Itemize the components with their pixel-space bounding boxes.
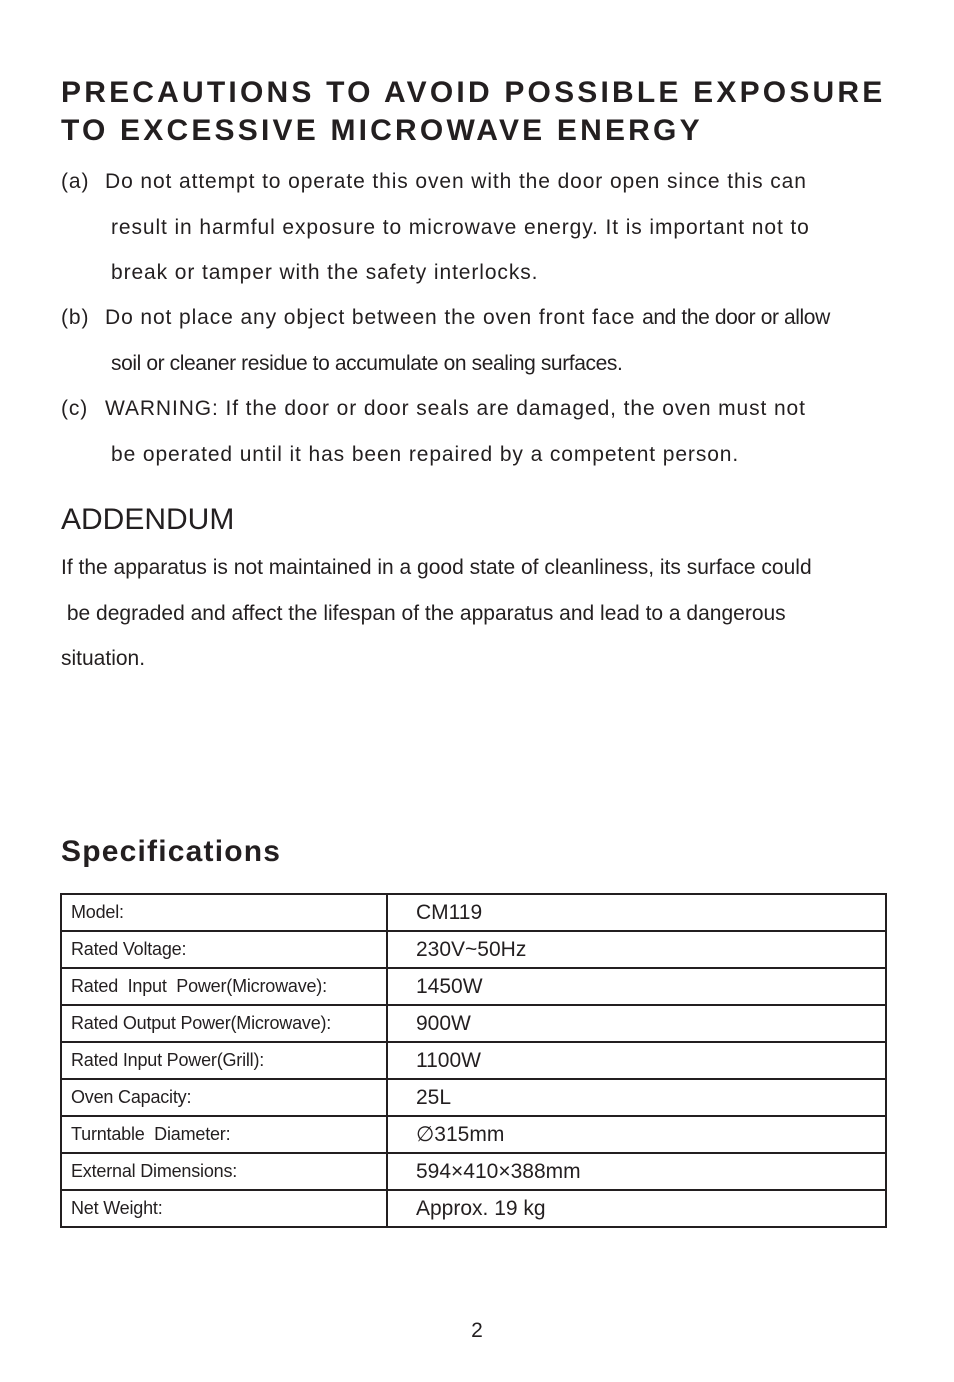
- spec-value: ∅315mm: [387, 1116, 886, 1153]
- spec-label: Oven Capacity:: [61, 1079, 387, 1116]
- spec-value: 1100W: [387, 1042, 886, 1079]
- item-text: soil or cleaner residue to accumulate on sealing surfaces.: [111, 351, 623, 375]
- precaution-item-a: [61, 170, 921, 307]
- spec-value: 594×410×388mm: [387, 1153, 886, 1190]
- specifications-title: Specifications: [61, 835, 282, 868]
- addendum-line: situation.: [61, 647, 146, 670]
- spec-value: 900W: [387, 1005, 886, 1042]
- item-tag: (b): [61, 306, 90, 329]
- item-text: be operated until it has been repaired by a competent person.: [111, 442, 740, 466]
- spec-value: Approx. 19 kg: [387, 1190, 886, 1227]
- item-text: Do not attempt to operate this oven with the door open since this can: [105, 170, 807, 193]
- addendum-line: be degraded and affect the lifespan of the apparatus and lead to a dangerous: [61, 601, 786, 625]
- table-row: [61, 1153, 886, 1190]
- specifications-table: [60, 893, 887, 1228]
- spec-label: Rated Input Power(Grill):: [61, 1042, 387, 1079]
- precaution-item-c: [61, 397, 921, 488]
- precautions-heading: [61, 74, 921, 150]
- item-text: WARNING: If the door or door seals are damaged, the oven must not: [105, 397, 806, 420]
- addendum-line: If the apparatus is not maintained in a good state of cleanliness, its surface could: [61, 556, 812, 579]
- spec-label: Rated Voltage:: [61, 931, 387, 968]
- spec-label: Turntable Diameter:: [61, 1116, 387, 1153]
- item-text: result in harmful exposure to microwave energy. It is important not to: [111, 215, 810, 239]
- item-text: Do not place any object between the oven front face: [105, 306, 643, 329]
- spec-label: Model:: [61, 894, 387, 931]
- item-tag: (a): [61, 170, 90, 193]
- table-row: [61, 894, 886, 931]
- table-row: [61, 1190, 886, 1227]
- spec-value: 230V~50Hz: [387, 931, 886, 968]
- spec-value: 1450W: [387, 968, 886, 1005]
- table-row: [61, 1005, 886, 1042]
- table-row: [61, 1116, 886, 1153]
- spec-value: CM119: [387, 894, 886, 931]
- spec-label: Net Weight:: [61, 1190, 387, 1227]
- spec-value: 25L: [387, 1079, 886, 1116]
- table-row: [61, 931, 886, 968]
- addendum-body: [61, 556, 921, 693]
- spec-label: Rated Output Power(Microwave):: [61, 1005, 387, 1042]
- spec-label: External Dimensions:: [61, 1153, 387, 1190]
- item-text: and the door or allow: [642, 306, 830, 329]
- page-number: 2: [471, 1319, 483, 1342]
- precautions-heading-line-1: PRECAUTIONS TO AVOID POSSIBLE EXPOSURE: [61, 76, 886, 109]
- item-tag: (c): [61, 397, 89, 420]
- table-row: [61, 968, 886, 1005]
- precaution-item-b: [61, 306, 921, 397]
- precautions-heading-line-2: TO EXCESSIVE MICROWAVE ENERGY: [61, 114, 703, 147]
- table-row: [61, 1079, 886, 1116]
- addendum-title: ADDENDUM: [61, 503, 235, 536]
- item-text: break or tamper with the safety interlocks.: [111, 261, 539, 284]
- table-row: [61, 1042, 886, 1079]
- spec-label: Rated Input Power(Microwave):: [61, 968, 387, 1005]
